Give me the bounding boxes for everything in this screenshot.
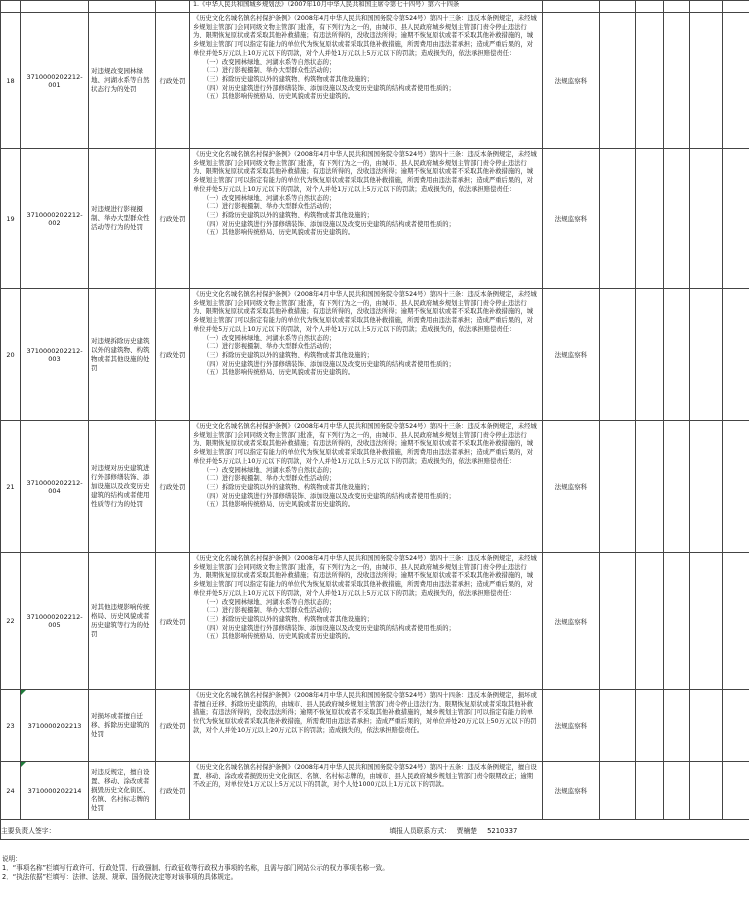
empty-cell (636, 149, 664, 289)
empty-cell (664, 289, 690, 421)
row-type: 行政处罚 (156, 13, 190, 149)
legal-basis-item: （二）进行影视摄制、举办大型群众性活动的； (203, 67, 336, 75)
row-legal-basis (190, 289, 543, 421)
row-type: 行政处罚 (156, 553, 190, 690)
empty-cell (664, 690, 690, 762)
top-strip-row (1, 1, 749, 13)
row-item-name: 对违规对历史建筑进行外部修缮装饰、添加设施以及改变历史建筑的结构或者使用性质等行为的处罚 (89, 421, 156, 553)
empty-cell (636, 762, 664, 820)
row-department: 法规监察科 (543, 13, 600, 149)
empty-cell (723, 690, 749, 762)
empty-cell (664, 149, 690, 289)
legal-basis-item: （四）对历史建筑进行外部修缮装饰、添加设施以及改变历史建筑的结构或者使用性质的； (203, 360, 455, 368)
legal-basis-item: （一）改变园林绿地、河湖水系等自然状态的； (203, 194, 336, 202)
legal-basis-item: （三）拆除历史建筑以外的建筑物、构筑物或者其他设施的； (203, 75, 374, 83)
row-number: 22 (1, 553, 21, 690)
legal-basis-intro: 《历史文化名城名镇名村保护条例》（2008年4月中华人民共和国国务院令第524号）第四十五条：违反本条例规定，擅自设置、移动、涂改或者损毁历史文化街区、名镇、名村标志牌的，由城市、县人民政府城乡规划主管部门责令限期改正；逾期不改正的，对单位处1万元以上5万元以下的罚款，对个人处1000元以上1万元以下的罚款。 (193, 764, 537, 789)
row-number: 21 (1, 421, 21, 553)
notes-section (2, 855, 742, 882)
legal-basis-text (193, 291, 539, 378)
row-item-name: 对其他违规影响传统格局、历史风貌或者历史建筑等行为的处罚 (89, 553, 156, 690)
legal-basis-item: （二）进行影视摄制、举办大型群众性活动的； (203, 607, 336, 615)
legal-basis-item: （五）其他影响传统格局、历史风貌或者历史建筑的。 (203, 93, 355, 101)
legal-basis-item: （二）进行影视摄制、举办大型群众性活动的； (203, 203, 336, 211)
table-row (1, 149, 749, 289)
signature-row (1, 820, 749, 840)
row-number: 24 (1, 762, 21, 820)
row-legal-basis (190, 553, 543, 690)
row-code: 3710000202212-001 (21, 13, 89, 149)
legal-basis-item: （一）改变园林绿地、河湖水系等自然状态的； (203, 598, 336, 606)
row-type: 行政处罚 (156, 421, 190, 553)
row-code: 3710000202212-004 (21, 421, 89, 553)
legal-basis-item: （一）改变园林绿地、河湖水系等自然状态的； (203, 58, 336, 66)
row-department: 法规监察科 (543, 762, 600, 820)
legal-basis-intro: 《历史文化名城名镇名村保护条例》（2008年4月中华人民共和国国务院令第524号）第四十三条：违反本条例规定，未经城乡规划主管部门会同同级文物主管部门批准，有下列行为之一的，由城市、县人民政府城乡规划主管部门责令停止违法行为、限期恢复原状或者采取其他补救措施；有违法所得的，没收违法所得；逾期不恢复原状或者不采取其他补救措施的，城乡规划主管部门可以指定有能力的单位代为恢复原状或者采取其他补救措施，所需费用由违法者承担；造成严重后果的，对单位并处5万元以上10万元以下的罚款，对个人并处1万元以上5万元以下的罚款；造成损失的，依法承担赔偿责任： (193, 555, 537, 597)
row-department: 法规监察科 (543, 421, 600, 553)
table-row (1, 289, 749, 421)
legal-basis-item: （三）拆除历史建筑以外的建筑物、构筑物或者其他设施的； (203, 211, 374, 219)
row-item-name: 对违规改变园林绿地、河湖水系等自然状态行为的处罚 (89, 13, 156, 149)
row-type: 行政处罚 (156, 149, 190, 289)
legal-basis-item: （一）改变园林绿地、河湖水系等自然状态的； (203, 466, 336, 474)
table-row (1, 13, 749, 149)
legal-basis-intro: 《历史文化名城名镇名村保护条例》（2008年4月中华人民共和国国务院令第524号）第四十三条：违反本条例规定，未经城乡规划主管部门会同同级文物主管部门批准，有下列行为之一的，由城市、县人民政府城乡规划主管部门责令停止违法行为、限期恢复原状或者采取其他补救措施；有违法所得的，没收违法所得；逾期不恢复原状或者不采取其他补救措施的，城乡规划主管部门可以指定有能力的单位代为恢复原状或者采取其他补救措施，所需费用由违法者承担；造成严重后果的，对单位并处5万元以上10万元以下的罚款，对个人并处1万元以上5万元以下的罚款；造成损失的，依法承担赔偿责任： (193, 423, 537, 465)
notes-title: 说明： (2, 855, 22, 863)
legal-basis-text (193, 151, 539, 238)
legal-basis-item: （二）进行影视摄制、举办大型群众性活动的； (203, 475, 336, 483)
row-item-name: 对违反规定，擅自设置、移动、涂改或者损毁历史文化街区、名镇、名村标志牌的处罚 (89, 762, 156, 820)
notes-line-1: 1．“事项名称”栏填写行政许可、行政处罚、行政强制、行政征收等行政权力事项的名称，且需与部门网站公示的权力事项名称一致。 (2, 864, 389, 872)
empty-cell (636, 690, 664, 762)
table-row (1, 553, 749, 690)
legal-basis-intro: 《历史文化名城名镇名村保护条例》（2008年4月中华人民共和国国务院令第524号）第四十三条：违反本条例规定，未经城乡规划主管部门会同同级文物主管部门批准，有下列行为之一的，由城市、县人民政府城乡规划主管部门责令停止违法行为、限期恢复原状或者采取其他补救措施；有违法所得的，没收违法所得；逾期不恢复原状或者不采取其他补救措施的，城乡规划主管部门可以指定有能力的单位代为恢复原状或者采取其他补救措施，所需费用由违法者承担；造成严重后果的，对单位并处5万元以上10万元以下的罚款，对个人并处1万元以上5万元以下的罚款；造成损失的，依法承担赔偿责任： (193, 291, 537, 333)
legal-basis-item: （三）拆除历史建筑以外的建筑物、构筑物或者其他设施的； (203, 483, 374, 491)
row-type: 行政处罚 (156, 690, 190, 762)
empty-cell (636, 289, 664, 421)
empty-cell (690, 762, 723, 820)
empty-cell (664, 762, 690, 820)
legal-basis-intro: 《历史文化名城名镇名村保护条例》（2008年4月中华人民共和国国务院令第524号）第四十三条：违反本条例规定，未经城乡规划主管部门会同同级文物主管部门批准，有下列行为之一的，由城市、县人民政府城乡规划主管部门责令停止违法行为、限期恢复原状或者采取其他补救措施；有违法所得的，没收违法所得；逾期不恢复原状或者不采取其他补救措施的，城乡规划主管部门可以指定有能力的单位代为恢复原状或者采取其他补救措施，所需费用由违法者承担；造成严重后果的，对单位并处5万元以上10万元以下的罚款，对个人并处1万元以上5万元以下的罚款；造成损失的，依法承担赔偿责任： (193, 15, 537, 57)
legal-basis-item: （四）对历史建筑进行外部修缮装饰、添加设施以及改变历史建筑的结构或者使用性质的； (203, 84, 455, 92)
empty-cell (664, 553, 690, 690)
row-type: 行政处罚 (156, 762, 190, 820)
legal-basis-text (193, 555, 539, 642)
empty-cell (636, 421, 664, 553)
row-department: 法规监察科 (543, 553, 600, 690)
row-item-name: 对损坏或者擅自迁移、拆除历史建筑的处罚 (89, 690, 156, 762)
row-legal-basis (190, 421, 543, 553)
legal-basis-item: （五）其他影响传统格局、历史风貌或者历史建筑的。 (203, 633, 355, 641)
row-code: 3710000202212-003 (21, 289, 89, 421)
legal-basis-intro: 《历史文化名城名镇名村保护条例》（2008年4月中华人民共和国国务院令第524号）第四十三条：违反本条例规定，未经城乡规划主管部门会同同级文物主管部门批准，有下列行为之一的，由城市、县人民政府城乡规划主管部门责令停止违法行为、限期恢复原状或者采取其他补救措施；有违法所得的，没收违法所得；逾期不恢复原状或者不采取其他补救措施的，城乡规划主管部门可以指定有能力的单位代为恢复原状或者采取其他补救措施，所需费用由违法者承担；造成严重后果的，对单位并处5万元以上10万元以下的罚款，对个人并处1万元以上5万元以下的罚款；造成损失的，依法承担赔偿责任： (193, 151, 537, 193)
empty-cell (690, 289, 723, 421)
empty-cell (723, 289, 749, 421)
empty-cell (600, 13, 636, 149)
empty-cell (600, 762, 636, 820)
legal-basis-item: （五）其他影响传统格局、历史风貌或者历史建筑的。 (203, 369, 355, 377)
signer-cell (1, 820, 190, 840)
empty-cell (636, 553, 664, 690)
contact-cell (190, 820, 749, 840)
legal-basis-item: （三）拆除历史建筑以外的建筑物、构筑物或者其他设施的； (203, 351, 374, 359)
legal-basis-text (193, 692, 539, 736)
row-number: 18 (1, 13, 21, 149)
notes-line-2: 2．“执法依据”栏填写：法律、法规、规章、国务院决定等对该事项的具体规定。 (2, 873, 238, 881)
empty-cell (600, 553, 636, 690)
row-number: 19 (1, 149, 21, 289)
empty-cell (664, 421, 690, 553)
legal-basis-intro: 《历史文化名城名镇名村保护条例》（2008年4月中华人民共和国国务院令第524号）第四十四条：违反本条例规定，损坏或者擅自迁移、拆除历史建筑的，由城市、县人民政府城乡规划主管部门责令停止违法行为、限期恢复原状或者采取其他补救措施；有违法所得的，没收违法所得；逾期不恢复原状或者不采取其他补救措施的，城乡规划主管部门可以指定有能力的单位代为恢复原状或者采取其他补救措施，所需费用由违法者承担；造成严重后果的，对单位并处20万元以上50万元以下的罚款，对个人并处10万元以上20万元以下的罚款；造成损失的，依法承担赔偿责任。 (193, 692, 537, 734)
row-number: 23 (1, 690, 21, 762)
row-department: 法规监察科 (543, 289, 600, 421)
row-type: 行政处罚 (156, 289, 190, 421)
empty-cell (690, 149, 723, 289)
contact-phone: 5210337 (487, 826, 518, 835)
row-code: 3710000202214 (21, 762, 89, 820)
row-code: 3710000202212-005 (21, 553, 89, 690)
row-number: 20 (1, 289, 21, 421)
empty-cell (600, 690, 636, 762)
table-row (1, 762, 749, 820)
row-legal-basis (190, 149, 543, 289)
row-department: 法规监察科 (543, 690, 600, 762)
row-legal-basis (190, 13, 543, 149)
empty-cell (723, 421, 749, 553)
table-row (1, 421, 749, 553)
empty-cell (600, 289, 636, 421)
legal-basis-item: （四）对历史建筑进行外部修缮装饰、添加设施以及改变历史建筑的结构或者使用性质的； (203, 624, 455, 632)
row-code: 3710000202212-002 (21, 149, 89, 289)
row-legal-basis (190, 690, 543, 762)
legal-basis-item: （五）其他影响传统格局、历史风貌或者历史建筑的。 (203, 229, 355, 237)
empty-cell (636, 13, 664, 149)
row-department: 法规监察科 (543, 149, 600, 289)
signer-label: 主要负责人签字： (1, 826, 56, 835)
empty-cell (600, 149, 636, 289)
legal-basis-item: （三）拆除历史建筑以外的建筑物、构筑物或者其他设施的； (203, 615, 374, 623)
empty-cell (664, 13, 690, 149)
legal-basis-item: （四）对历史建筑进行外部修缮装饰、添加设施以及改变历史建筑的结构或者使用性质的； (203, 492, 455, 500)
contact-name: 贾楠楚 (456, 826, 478, 835)
empty-cell (723, 553, 749, 690)
empty-cell (723, 762, 749, 820)
legal-basis-item: （二）进行影视摄制、举办大型群众性活动的； (203, 343, 336, 351)
legal-basis-text (193, 423, 539, 510)
empty-cell (690, 13, 723, 149)
legal-basis-text (193, 15, 539, 102)
empty-cell (690, 553, 723, 690)
empty-cell (690, 690, 723, 762)
row-legal-basis (190, 762, 543, 820)
legal-basis-item: （一）改变园林绿地、河湖水系等自然状态的； (203, 334, 336, 342)
legal-basis-item: （四）对历史建筑进行外部修缮装饰、添加设施以及改变历史建筑的结构或者使用性质的； (203, 220, 455, 228)
empty-cell (723, 13, 749, 149)
row-item-name: 对违规进行影视摄制、举办大型群众性活动等行为的处罚 (89, 149, 156, 289)
row-code: 3710000202213 (21, 690, 89, 762)
empty-cell (690, 421, 723, 553)
empty-cell (723, 149, 749, 289)
row-item-name: 对违规拆除历史建筑以外的建筑物、构筑物或者其他设施的处罚 (89, 289, 156, 421)
contact-label: 填报人员联系方式： (389, 826, 451, 835)
table-row (1, 690, 749, 762)
top-strip-text: 1.《中华人民共和国城乡规划法》（2007年10月中华人民共和国主席令第七十四号）第六十四条 (190, 1, 543, 13)
legal-basis-text (193, 764, 539, 790)
empty-cell (600, 421, 636, 553)
legal-basis-item: （五）其他影响传统格局、历史风貌或者历史建筑的。 (203, 501, 355, 509)
